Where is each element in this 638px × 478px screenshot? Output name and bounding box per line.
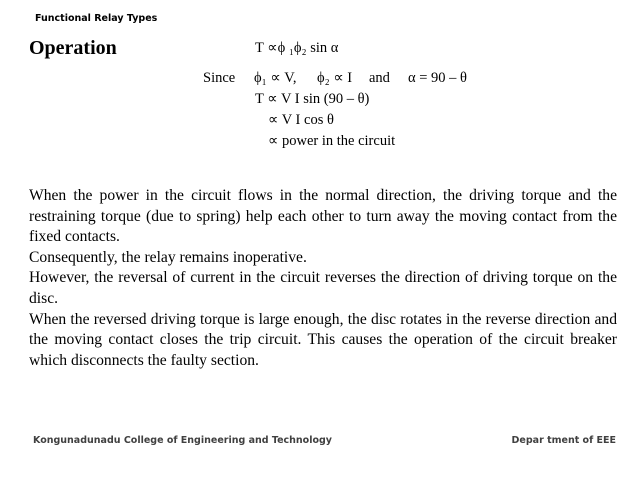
equation-flux1-voltage: ϕ₁ ∝ V,	[254, 70, 297, 86]
equation-torque-sin: T ∝ V I sin (90 – θ)	[255, 91, 370, 107]
footer-department: Depar tment of EEE	[511, 435, 616, 446]
slide-header-title: Functional Relay Types	[35, 13, 158, 24]
equation-torque-flux: T ∝ϕ ₁ϕ₂ sin α	[255, 40, 339, 56]
body-text	[29, 186, 617, 371]
equation-block	[0, 0, 638, 160]
equation-since-label: Since	[203, 70, 236, 86]
equation-torque-cos: ∝ V I cos θ	[268, 112, 334, 128]
body-paragraph: When the reversed driving torque is large enough, the disc rotates in the reverse direction and the moving contact closes the trip circuit. This causes the operation of the circuit breaker which disconnects the faulty section.	[29, 310, 617, 369]
equation-alpha: α = 90 – θ	[408, 70, 467, 86]
body-paragraph: Consequently, the relay remains inoperative.	[29, 248, 307, 266]
footer-college-name: Kongunadunadu College of Engineering and Technology	[33, 435, 332, 446]
equation-torque-power: ∝ power in the circuit	[268, 133, 396, 149]
body-paragraph: When the power in the circuit flows in the normal direction, the driving torque and the restraining torque (due to spring) help each other to turn away the moving contact from the fixed contacts.	[29, 187, 617, 246]
slide-heading: Operation	[29, 37, 117, 59]
equation-and-label: and	[369, 70, 390, 86]
body-paragraph: However, the reversal of current in the circuit reverses the direction of driving torque on the disc.	[29, 269, 617, 307]
equation-flux2-current: ϕ₂ ∝ I	[317, 70, 353, 86]
